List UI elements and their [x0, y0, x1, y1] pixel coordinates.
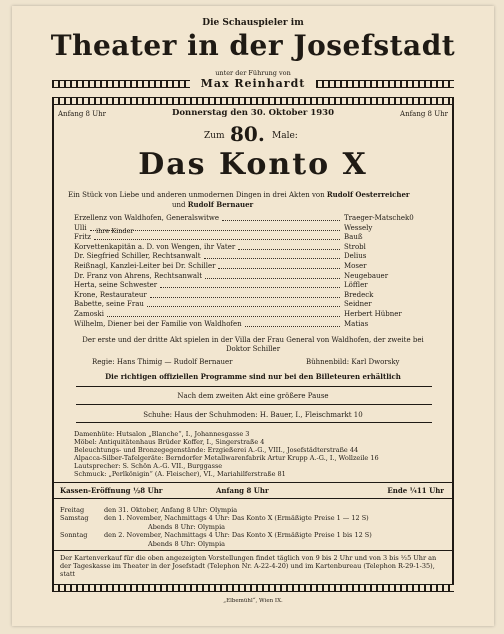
play-subtitle — [68, 190, 440, 200]
cast-actor: Löffler — [344, 281, 368, 290]
performance-end: Ende ¼11 Uhr — [387, 486, 444, 495]
cast-role: Wilhelm, Diener bei der Familie von Waldhofen — [74, 319, 242, 328]
director-credit: Regie: Hans Thimig — Rudolf Bernauer — [92, 358, 233, 366]
cast-actor: Delius — [344, 252, 367, 261]
schedule-text: den 1. November, Nachmittags 4 Uhr: Das Konto X (Ermäßigte Preise 1 — 12 S) — [104, 514, 369, 523]
schedule-text: Abends 8 Uhr: Olympia — [148, 522, 226, 531]
cast-row — [74, 320, 434, 330]
cast-role: Dr. Siegfried Schiller, Rechtsanwalt — [74, 252, 201, 261]
supplier-line: Beleuchtungs- und Bronzegegenstände: Erzgießerei A.-G., VIII., Josefstädterstraße 44 — [74, 446, 359, 454]
rule-boxoffice-top — [52, 550, 454, 551]
leader-dots — [160, 287, 340, 288]
leader-dots — [204, 258, 340, 259]
stage-design-credit: Bühnenbild: Karl Dworsky — [306, 358, 400, 366]
cast-actor: Strobl — [344, 242, 366, 251]
cast-actor: Neugebauer — [344, 271, 389, 280]
direction-label: unter der Führung von — [215, 69, 291, 77]
greek-border-right — [316, 80, 454, 88]
schedule-list — [60, 506, 446, 548]
schedule-day: Freitag — [60, 506, 85, 514]
cast-role: Krone, Restaurateur — [74, 290, 147, 299]
cast-row — [74, 300, 434, 310]
cast-row — [74, 262, 434, 272]
director-name: Max Reinhardt — [200, 77, 306, 90]
cast-actor: Bredeck — [344, 290, 374, 299]
rule-shoes-bottom — [76, 422, 432, 423]
leader-dots — [245, 326, 340, 327]
cast-row — [74, 281, 434, 291]
leader-dots — [150, 297, 340, 298]
cast-row — [74, 252, 434, 262]
author-2: Rudolf Bernauer — [187, 200, 254, 209]
performance-date: Donnerstag den 30. Oktober 1930 — [172, 108, 334, 118]
setting-note: Der erste und der dritte Akt spielen in der Villa der Frau General von Waldhofen, der zweite bei Doktor Schiller — [82, 336, 424, 353]
cast-role: Dr. Franz von Ahrens, Rechtsanwalt — [74, 271, 203, 280]
cast-role: Zamoski — [74, 310, 104, 318]
leader-dots — [238, 249, 340, 250]
cast-actor: Seidner — [344, 300, 372, 309]
box-office-opening: Kassen-Eröffnung ½8 Uhr — [60, 486, 163, 495]
cast-actor: Herbert Hübner — [344, 310, 402, 318]
leader-dots — [107, 316, 340, 317]
cast-role: Babette, seine Frau — [74, 300, 144, 309]
rule-pause-top — [76, 386, 432, 387]
schedule-row — [60, 506, 446, 514]
leader-dots — [218, 268, 340, 269]
supplier-line: Damenhüte: Hutsalon „Blanche“, I., Johannesgasse 3 — [74, 430, 250, 438]
playbill-sheet — [12, 6, 494, 626]
cast-actor: Traeger-Matschek0 — [344, 214, 414, 222]
start-time-left: Anfang 8 Uhr — [58, 110, 106, 118]
author-und: und — [172, 201, 186, 209]
cast-role: Korvettenkapitän a. D. von Wengen, ihr Vater — [74, 242, 236, 251]
schedule-day: Sonntag — [60, 531, 88, 540]
cast-row — [74, 214, 434, 224]
supplier-line: Schmuck: „Perlkönigin“ (A. Fleischer), VI., Mariahilferstraße 81 — [74, 470, 286, 478]
greek-border-bottom — [52, 584, 454, 592]
printer-imprint: „Elbemühl“, Wien IX. — [223, 598, 283, 604]
cast-role: Erzellenz von Waldhofen, Generalswitwe — [74, 214, 220, 222]
programme-note: Die richtigen offiziellen Programme sind nur bei den Billeteuren erhältlich — [105, 372, 401, 381]
theater-name: Theater in der Josefstadt — [50, 29, 456, 62]
leader-dots — [94, 239, 340, 240]
schedule-row — [60, 514, 446, 522]
brace-label: ihre Kinder — [96, 227, 134, 235]
zum-label: Zum — [204, 131, 225, 141]
schedule-row — [60, 531, 446, 539]
rule-times-top — [52, 482, 454, 483]
pause-note: Nach dem zweiten Akt eine größere Pause — [177, 392, 329, 400]
shoe-supplier: Schuhe: Haus der Schuhmoden: H. Bauer, I., Fleischmarkt 10 — [143, 411, 363, 419]
schedule-text: Abends 8 Uhr: Olympia — [148, 539, 226, 548]
author-1: Rudolf Oesterreicher — [326, 190, 410, 199]
supplier-line: Lautsprecher: S. Schön A.-G. VII., Burggasse — [74, 462, 223, 470]
cast-actor: Wessely — [344, 223, 373, 232]
author-line-2 — [172, 200, 253, 210]
greek-border-top — [52, 97, 454, 105]
schedule-day: Samstag — [60, 514, 89, 523]
schedule-row — [60, 540, 446, 548]
box-office-note: Der Kartenverkauf für die oben angezeigten Vorstellungen findet täglich von 9 bis 2 Uhr und von 3 bis ½5 Uhr an der Tageskasse im Theater in der Josefstadt (Telephon Nr. A-22-4-20) und im Kartenbureau (Telephon R-29-1-35), statt — [60, 554, 437, 578]
supplier-list — [74, 430, 444, 478]
schedule-text: den 31. Oktober, Anfang 8 Uhr: Olympia — [104, 506, 238, 514]
intro-line: Die Schauspieler im — [202, 18, 304, 28]
cast-role: Ulli — [74, 223, 87, 232]
cast-actor: Matias — [344, 319, 369, 328]
schedule-row — [60, 523, 446, 531]
performance-number: 80. — [230, 122, 265, 146]
cast-actor: Moser — [344, 262, 367, 270]
cast-role: Herta, seine Schwester — [74, 281, 158, 290]
supplier-line: Alpacca-Silber-Tafelgeräte: Berndorfer Metallwarenfabrik Artur Krupp A.-G., I., Wollzeile 16 — [74, 454, 379, 462]
subtitle-text: Ein Stück von Liebe und anderen unmodernen Dingen in drei Akten von — [68, 191, 325, 199]
cast-role: Fritz — [74, 233, 91, 242]
cast-row — [74, 272, 434, 282]
cast-row — [74, 310, 434, 320]
supplier-line: Möbel: Antiquitätenhaus Brüder Koffer, I., Singerstraße 4 — [74, 438, 265, 446]
cast-role: Reißnagl, Kanzlei-Leiter bei Dr. Schiller — [74, 262, 216, 270]
cast-row — [74, 243, 434, 253]
cast-row — [74, 291, 434, 301]
performance-start: Anfang 8 Uhr — [216, 486, 269, 495]
leader-dots — [147, 306, 340, 307]
rule-pause-bottom — [76, 404, 432, 405]
schedule-text: den 2. November, Nachmittags 4 Uhr: Das Konto X (Ermäßigte Preise 1 bis 12 S) — [104, 531, 372, 540]
performance-count — [162, 122, 342, 144]
leader-dots — [205, 278, 340, 279]
cast-actor: Bauß — [344, 233, 363, 242]
play-title: Das Konto X — [138, 147, 368, 182]
start-time-right: Anfang 8 Uhr — [400, 110, 448, 118]
leader-dots — [222, 220, 340, 221]
rule-times-bottom — [52, 498, 454, 499]
male-label: Male: — [272, 131, 298, 141]
